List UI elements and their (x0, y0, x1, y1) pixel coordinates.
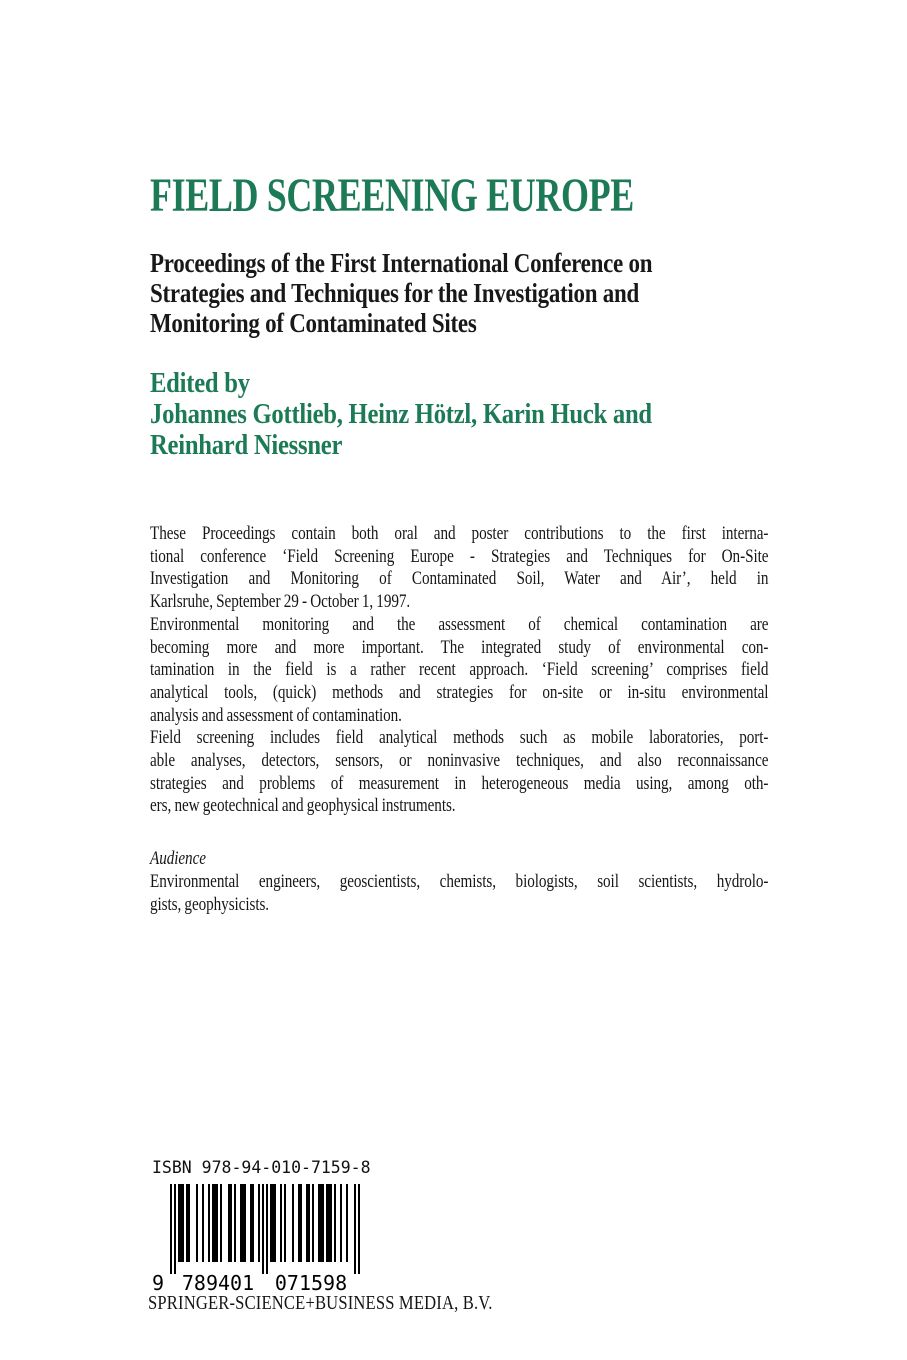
audience-heading: Audience (150, 848, 206, 870)
barcode-bar (234, 1184, 236, 1262)
barcode-bar (212, 1184, 214, 1262)
barcode-bar (320, 1184, 322, 1262)
isbn-label: ISBN 978-94-010-7159-8 (152, 1158, 371, 1177)
body-text-line: able analyses, detectors, sensors, or noninvasive techniques, and also reconnaissance (150, 750, 769, 772)
body-text-line: These Proceedings contain both oral and poster contributions to the first interna- (150, 523, 769, 544)
subtitle-line: Monitoring of Contaminated Sites (150, 308, 477, 338)
barcode-bar (272, 1184, 274, 1262)
barcode-bar (186, 1184, 188, 1262)
book-subtitle (150, 248, 652, 338)
barcode-bar (258, 1184, 260, 1262)
body-text-line: tional conference ‘Field Screening Europe - Strategies and Techniques for On-Site (150, 545, 769, 567)
body-text-line: becoming more and more important. The integrated study of environmental con- (150, 636, 769, 658)
subtitle-line: Strategies and Techniques for the Investigation and (150, 278, 640, 308)
ean13-barcode-image (150, 1184, 366, 1296)
barcode-bar (240, 1184, 242, 1262)
barcode-bar (292, 1184, 294, 1262)
barcode-bar (328, 1184, 330, 1262)
subtitle-line: Proceedings of the First International Conference on (150, 248, 653, 278)
barcode-bar (244, 1184, 246, 1262)
edited-by-label: Edited by (150, 367, 250, 399)
barcode-digits: 071598 (274, 1271, 348, 1295)
body-text-line: strategies and problems of measurement in heterogeneous media using, among oth- (150, 772, 769, 794)
barcode-bar (262, 1184, 264, 1274)
barcode-digits: 789401 (181, 1271, 255, 1295)
barcode-bar (230, 1184, 232, 1262)
body-text-line: ers, new geotechnical and geophysical instruments. (150, 795, 456, 817)
barcode-bar (174, 1184, 176, 1274)
barcode-bar (242, 1184, 244, 1262)
barcode-bar (250, 1184, 252, 1262)
barcode-bar (306, 1184, 308, 1262)
editors-block (150, 368, 652, 461)
barcode-bar (330, 1184, 332, 1262)
barcode-bar (326, 1184, 328, 1262)
barcode-bar (178, 1184, 180, 1262)
body-text-line: Karlsruhe, September 29 - October 1, 1997. (150, 591, 411, 613)
barcode-bar (170, 1184, 172, 1274)
body-text-line: analysis and assessment of contamination. (150, 704, 402, 726)
barcode-bar (270, 1184, 272, 1262)
publisher-line: SPRINGER-SCIENCE+BUSINESS MEDIA, B.V. (148, 1293, 493, 1314)
barcode-bar (188, 1184, 190, 1262)
barcode-bar (214, 1184, 216, 1262)
barcode-bar (300, 1184, 302, 1262)
barcode-bar (358, 1184, 360, 1274)
barcode-bar (274, 1184, 276, 1262)
audience-line: Environmental engineers, geoscientists, chemists, biologists, soil scientists, hydrolo- (150, 870, 769, 892)
body-text-line: Field screening includes field analytical methods such as mobile laboratories, port- (150, 727, 769, 749)
barcode-bar (196, 1184, 198, 1262)
barcode-bar (322, 1184, 324, 1262)
audience-line: gists, geophysicists. (150, 893, 270, 915)
barcode-bar (346, 1184, 348, 1262)
barcode-bar (318, 1184, 320, 1262)
barcode-bar (334, 1184, 336, 1262)
barcode-bar (340, 1184, 342, 1262)
barcode-bar (312, 1184, 314, 1262)
barcode-bar (252, 1184, 254, 1262)
barcode-bar (180, 1184, 182, 1262)
body-text-line: tamination in the field is a rather recent approach. ‘Field screening’ comprises field (150, 659, 769, 681)
editor-names-line: Reinhard Niessner (150, 429, 343, 461)
barcode-bar (298, 1184, 300, 1262)
barcode-bar (284, 1184, 286, 1262)
barcode-bar (308, 1184, 310, 1262)
barcode-digits: 9 (151, 1271, 165, 1295)
barcode-bar (220, 1184, 222, 1262)
barcode-bar (216, 1184, 218, 1262)
book-title: FIELD SCREENING EUROPE (150, 169, 634, 222)
editor-names-line: Johannes Gottlieb, Heinz Hötzl, Karin Huck and (150, 398, 652, 430)
section-spacer (150, 818, 768, 848)
description-block (150, 523, 768, 916)
barcode-bar (266, 1184, 268, 1274)
barcode-bar (280, 1184, 282, 1262)
body-text-line: analytical tools, (quick) methods and strategies for on-site or in-situ environmental (150, 681, 769, 703)
barcode-bar (202, 1184, 204, 1262)
body-text-line: Environmental monitoring and the assessment of chemical contamination are (150, 613, 769, 635)
barcode-bar (354, 1184, 356, 1274)
barcode-bar (228, 1184, 230, 1262)
barcode-bar (182, 1184, 184, 1262)
barcode-bar (208, 1184, 210, 1262)
body-text-line: Investigation and Monitoring of Contaminated Soil, Water and Air’, held in (150, 568, 769, 590)
